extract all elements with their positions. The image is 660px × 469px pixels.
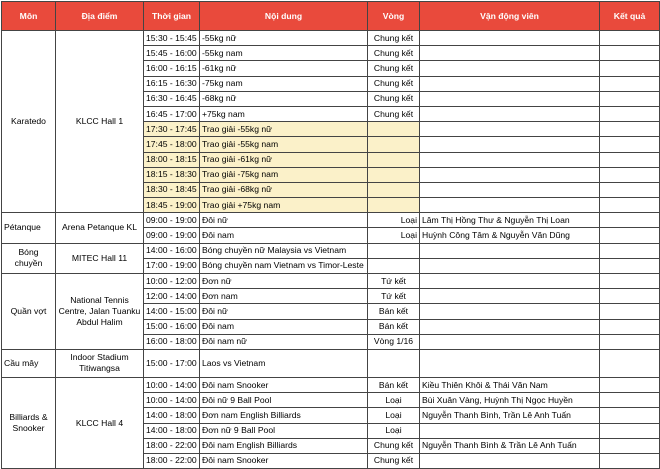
content-cell: Đôi nam	[200, 228, 368, 243]
time-cell: 18:15 - 18:30	[144, 167, 200, 182]
result-cell	[600, 213, 660, 228]
header-athletes: Vận động viên	[420, 2, 600, 31]
content-cell: -55kg nữ	[200, 31, 368, 46]
content-cell: Đôi nữ	[200, 304, 368, 319]
result-cell	[600, 304, 660, 319]
round-cell: Bán kết	[368, 304, 420, 319]
content-cell: Trao giải -61kg nữ	[200, 152, 368, 167]
athletes-cell	[420, 198, 600, 213]
venue-cell: Arena Petanque KL	[56, 213, 144, 243]
result-cell	[600, 243, 660, 258]
round-cell: Chung kết	[368, 31, 420, 46]
header-sport: Môn	[2, 2, 56, 31]
content-cell: +75kg nam	[200, 106, 368, 121]
athletes-cell: Nguyễn Thanh Bình, Trần Lê Anh Tuấn	[420, 408, 600, 423]
result-cell	[600, 61, 660, 76]
table-row	[2, 377, 660, 392]
header-venue: Địa điểm	[56, 2, 144, 31]
result-cell	[600, 377, 660, 392]
content-cell: Trao giải -55kg nữ	[200, 122, 368, 137]
round-cell: Loại	[368, 393, 420, 408]
content-cell: Trao giải -75kg nam	[200, 167, 368, 182]
sport-cell: Billiards & Snooker	[2, 377, 56, 468]
round-cell: Loại	[368, 213, 420, 228]
table-row	[2, 31, 660, 46]
result-cell	[600, 137, 660, 152]
round-cell	[368, 182, 420, 197]
athletes-cell	[420, 243, 600, 258]
athletes-cell	[420, 349, 600, 377]
athletes-cell	[420, 423, 600, 438]
table-row	[2, 349, 660, 377]
content-cell: -75kg nam	[200, 76, 368, 91]
time-cell: 14:00 - 18:00	[144, 408, 200, 423]
content-cell: Trao giải -68kg nữ	[200, 182, 368, 197]
round-cell: Chung kết	[368, 76, 420, 91]
content-cell: Bóng chuyền nam Vietnam vs Timor-Leste	[200, 258, 368, 273]
result-cell	[600, 182, 660, 197]
content-cell: Đơn nữ 9 Ball Pool	[200, 423, 368, 438]
athletes-cell	[420, 61, 600, 76]
round-cell: Tứ kết	[368, 274, 420, 289]
venue-cell: MITEC Hall 11	[56, 243, 144, 273]
athletes-cell	[420, 91, 600, 106]
athletes-cell	[420, 258, 600, 273]
round-cell: Chung kết	[368, 438, 420, 453]
round-cell: Chung kết	[368, 61, 420, 76]
result-cell	[600, 408, 660, 423]
round-cell: Chung kết	[368, 46, 420, 61]
round-cell	[368, 349, 420, 377]
athletes-cell: Huỳnh Công Tâm & Nguyễn Văn Dũng	[420, 228, 600, 243]
round-cell	[368, 152, 420, 167]
time-cell: 15:00 - 17:00	[144, 349, 200, 377]
round-cell	[368, 122, 420, 137]
header-round: Vòng	[368, 2, 420, 31]
round-cell	[368, 137, 420, 152]
result-cell	[600, 393, 660, 408]
result-cell	[600, 91, 660, 106]
sport-cell: Karatedo	[2, 31, 56, 213]
athletes-cell	[420, 319, 600, 334]
venue-cell: KLCC Hall 4	[56, 377, 144, 468]
athletes-cell	[420, 137, 600, 152]
result-cell	[600, 31, 660, 46]
round-cell: Loại	[368, 408, 420, 423]
athletes-cell	[420, 76, 600, 91]
time-cell: 15:30 - 15:45	[144, 31, 200, 46]
content-cell: Đôi nam English Billiards	[200, 438, 368, 453]
time-cell: 18:00 - 18:15	[144, 152, 200, 167]
time-cell: 09:00 - 19:00	[144, 213, 200, 228]
athletes-cell	[420, 289, 600, 304]
round-cell: Bán kết	[368, 319, 420, 334]
result-cell	[600, 122, 660, 137]
content-cell: -68kg nữ	[200, 91, 368, 106]
round-cell: Vòng 1/16	[368, 334, 420, 349]
round-cell	[368, 243, 420, 258]
round-cell	[368, 167, 420, 182]
result-cell	[600, 228, 660, 243]
content-cell: Đơn nữ	[200, 274, 368, 289]
venue-cell: National Tennis Centre, Jalan Tuanku Abdul Halim	[56, 274, 144, 350]
time-cell: 14:00 - 15:00	[144, 304, 200, 319]
time-cell: 18:00 - 22:00	[144, 453, 200, 468]
result-cell	[600, 289, 660, 304]
schedule-table	[1, 1, 660, 469]
result-cell	[600, 76, 660, 91]
athletes-cell: Bùi Xuân Vàng, Huỳnh Thị Ngọc Huyền	[420, 393, 600, 408]
athletes-cell	[420, 31, 600, 46]
time-cell: 17:00 - 19:00	[144, 258, 200, 273]
content-cell: Đơn nam	[200, 289, 368, 304]
content-cell: Đôi nam Snooker	[200, 453, 368, 468]
athletes-cell	[420, 46, 600, 61]
content-cell: Đôi nam	[200, 319, 368, 334]
time-cell: 10:00 - 14:00	[144, 377, 200, 392]
header-content: Nội dung	[200, 2, 368, 31]
table-row	[2, 243, 660, 258]
venue-cell: KLCC Hall 1	[56, 31, 144, 213]
content-cell: -55kg nam	[200, 46, 368, 61]
result-cell	[600, 349, 660, 377]
table-row	[2, 213, 660, 228]
time-cell: 16:30 - 16:45	[144, 91, 200, 106]
content-cell: Laos vs Vietnam	[200, 349, 368, 377]
result-cell	[600, 46, 660, 61]
content-cell: Đôi nữ	[200, 213, 368, 228]
round-cell: Chung kết	[368, 106, 420, 121]
result-cell	[600, 106, 660, 121]
sport-cell: Pétanque	[2, 213, 56, 243]
sport-cell: Cầu mây	[2, 349, 56, 377]
result-cell	[600, 334, 660, 349]
venue-cell: Indoor Stadium Titiwangsa	[56, 349, 144, 377]
round-cell: Bán kết	[368, 377, 420, 392]
time-cell: 15:00 - 16:00	[144, 319, 200, 334]
athletes-cell	[420, 274, 600, 289]
result-cell	[600, 152, 660, 167]
round-cell: Chung kết	[368, 91, 420, 106]
result-cell	[600, 258, 660, 273]
athletes-cell	[420, 152, 600, 167]
time-cell: 15:45 - 16:00	[144, 46, 200, 61]
athletes-cell	[420, 304, 600, 319]
content-cell: Đơn nam English Billiards	[200, 408, 368, 423]
time-cell: 09:00 - 19:00	[144, 228, 200, 243]
athletes-cell	[420, 334, 600, 349]
time-cell: 16:45 - 17:00	[144, 106, 200, 121]
time-cell: 18:45 - 19:00	[144, 198, 200, 213]
athletes-cell: Nguyễn Thanh Bình & Trần Lê Anh Tuấn	[420, 438, 600, 453]
time-cell: 10:00 - 14:00	[144, 393, 200, 408]
sport-cell: Bóng chuyền	[2, 243, 56, 273]
result-cell	[600, 438, 660, 453]
time-cell: 17:45 - 18:00	[144, 137, 200, 152]
time-cell: 17:30 - 17:45	[144, 122, 200, 137]
athletes-cell: Kiều Thiên Khôi & Thái Văn Nam	[420, 377, 600, 392]
athletes-cell	[420, 122, 600, 137]
round-cell	[368, 258, 420, 273]
athletes-cell	[420, 182, 600, 197]
result-cell	[600, 198, 660, 213]
result-cell	[600, 423, 660, 438]
round-cell: Loại	[368, 228, 420, 243]
time-cell: 16:00 - 16:15	[144, 61, 200, 76]
time-cell: 14:00 - 18:00	[144, 423, 200, 438]
athletes-cell	[420, 106, 600, 121]
result-cell	[600, 319, 660, 334]
content-cell: Đôi nam nữ	[200, 334, 368, 349]
time-cell: 16:00 - 18:00	[144, 334, 200, 349]
result-cell	[600, 167, 660, 182]
table-row	[2, 274, 660, 289]
content-cell: Trao giải +75kg nam	[200, 198, 368, 213]
time-cell: 18:00 - 22:00	[144, 438, 200, 453]
result-cell	[600, 274, 660, 289]
time-cell: 14:00 - 16:00	[144, 243, 200, 258]
content-cell: Đôi nữ 9 Ball Pool	[200, 393, 368, 408]
time-cell: 10:00 - 12:00	[144, 274, 200, 289]
round-cell: Loại	[368, 423, 420, 438]
sport-cell: Quần vợt	[2, 274, 56, 350]
content-cell: Trao giải -55kg nam	[200, 137, 368, 152]
content-cell: Bóng chuyền nữ Malaysia vs Vietnam	[200, 243, 368, 258]
content-cell: -61kg nữ	[200, 61, 368, 76]
round-cell	[368, 198, 420, 213]
time-cell: 16:15 - 16:30	[144, 76, 200, 91]
content-cell: Đôi nam Snooker	[200, 377, 368, 392]
round-cell: Tứ kết	[368, 289, 420, 304]
header-time: Thời gian	[144, 2, 200, 31]
time-cell: 18:30 - 18:45	[144, 182, 200, 197]
round-cell: Chung kết	[368, 453, 420, 468]
athletes-cell: Lâm Thị Hồng Thư & Nguyễn Thị Loan	[420, 213, 600, 228]
time-cell: 12:00 - 14:00	[144, 289, 200, 304]
athletes-cell	[420, 167, 600, 182]
header-row	[2, 2, 660, 31]
header-result: Kết quả	[600, 2, 660, 31]
